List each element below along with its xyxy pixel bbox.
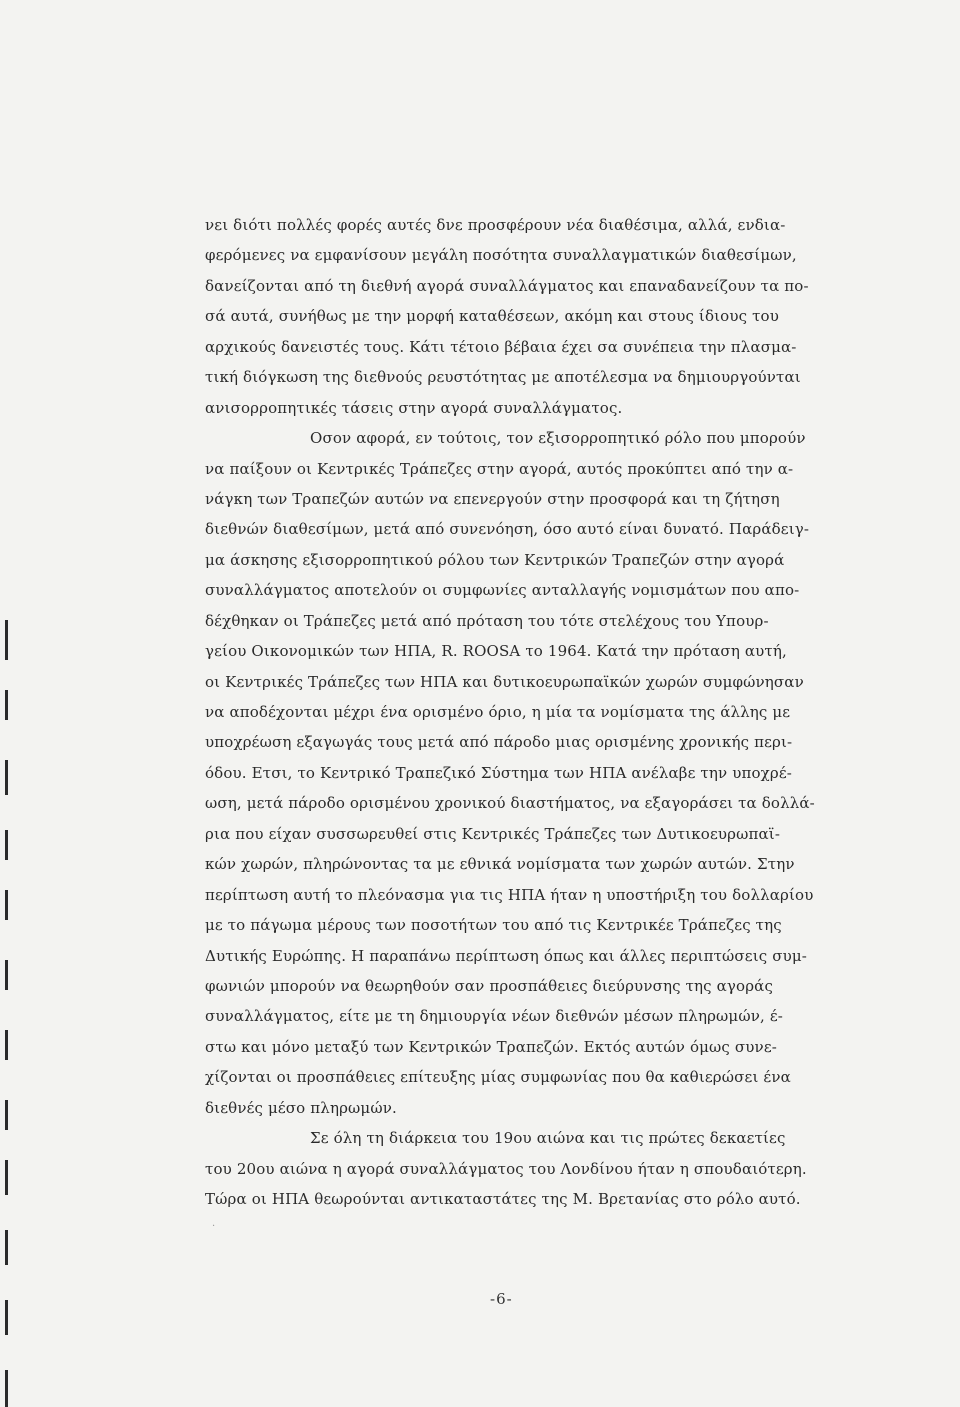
binding-mark <box>5 1100 8 1130</box>
text-line: να παίξουν οι Κεντρικές Τράπεζες στην αγορά, αυτός προκύπτει από την α- <box>205 459 794 478</box>
text-line: οι Κεντρικές Τράπεζες των ΗΠΑ και δυτικοευρωπαϊκών χωρών συμφώνησαν <box>205 672 804 691</box>
text-line: στω και μόνο μεταξύ των Κεντρικών Τραπεζών. Εκτός αυτών όμως συνε- <box>205 1037 777 1056</box>
binding-mark <box>5 890 8 920</box>
text-line: διεθνές μέσο πληρωμών. <box>205 1098 397 1117</box>
text-line: περίπτωση αυτή το πλεόνασμα για τις ΗΠΑ ήταν η υποστήριξη του δολλαρίου <box>205 885 814 904</box>
text-line: συναλλάγματος αποτελούν οι συμφωνίες ανταλλαγής νομισμάτων που απο- <box>205 581 800 600</box>
text-line: φερόμενες να εμφανίσουν μεγάλη ποσότητα συναλλαγματικών διαθεσίμων, <box>205 246 797 265</box>
text-line: δανείζονται από τη διεθνή αγορά συναλλάγματος και επαναδανείζουν τα πο- <box>205 276 809 295</box>
text-line: Οσον αφορά, εν τούτοις, τον εξισορροπητικό ρόλο που μπορούν <box>310 429 806 448</box>
text-line: υποχρέωση εξαγωγάς τους μετά από πάροδο μιας ορισμένης χρονικής περι- <box>205 733 793 752</box>
text-line: τική διόγκωση της διεθνούς ρευστότητας με αποτέλεσμα να δημιουργούνται <box>205 368 801 387</box>
text-line: διεθνών διαθεσίμων, μετά από συνενόηση, όσο αυτό είναι δυνατό. Παράδειγ- <box>205 520 810 539</box>
body-text <box>205 210 865 1214</box>
binding-mark <box>5 1030 8 1060</box>
text-line: ανισορροπητικές τάσεις στην αγορά συναλλάγματος. <box>205 398 623 417</box>
binding-mark <box>5 1160 8 1195</box>
text-line: σά αυτά, συνήθως με την μορφή καταθέσεων, ακόμη και στους ίδιους του <box>205 307 779 326</box>
text-line: Σε όλη τη διάρκεια του 19ου αιώνα και τις πρώτες δεκαετίες <box>310 1129 786 1148</box>
text-line: χίζονται οι προσπάθειες επίτευξης μίας συμφωνίας που θα καθιερώσει ένα <box>205 1068 791 1087</box>
text-line: νει διότι πολλές φορές αυτές δνε προσφέρουν νέα διαθέσιμα, αλλά, ενδια- <box>205 216 786 234</box>
binding-mark <box>5 760 8 795</box>
text-line: ρια που είχαν συσσωρευθεί στις Κεντρικές Τράπεζες των Δυτικοευρωπαϊ- <box>205 824 781 843</box>
text-line: αρχικούς δανειστές τους. Κάτι τέτοιο βέβαια έχει σα συνέπεια την πλασμα- <box>205 337 797 356</box>
text-line: δέχθηκαν οι Τράπεζες μετά από πρόταση του τότε στελέχους του Υπουρ- <box>205 611 769 630</box>
binding-mark <box>5 690 8 720</box>
text-line: Δυτικής Ευρώπης. Η παραπάνω περίπτωση όπως και άλλες περιπτώσεις συμ- <box>205 946 807 965</box>
text-line: με το πάγωμα μέρους των ποσοτήτων του από τις Κεντρικέε Τράπεζες της <box>205 916 782 935</box>
binding-mark <box>5 1300 8 1335</box>
text-line: του 20ου αιώνα η αγορά συναλλάγματος του Λονδίνου ήταν η σπουδαιότερη. <box>205 1159 807 1178</box>
binding-mark <box>5 830 8 860</box>
text-line: νάγκη των Τραπεζών αυτών να επενεργούν στην προσφορά και τη ζήτηση <box>205 489 780 508</box>
text-line: συναλλάγματος, είτε με τη δημιουργία νέων διεθνών μέσων πληρωμών, έ- <box>205 1007 783 1026</box>
text-line: Τώρα οι ΗΠΑ θεωρούνται αντικαταστάτες της Μ. Βρετανίας στο ρόλο αυτό. <box>205 1190 801 1208</box>
page-number: -6- <box>490 1290 513 1308</box>
binding-mark <box>5 1370 8 1407</box>
text-line: κών χωρών, πληρώνοντας τα με εθνικά νομίσματα των χωρών αυτών. Στην <box>205 855 795 874</box>
stray-mark: · <box>212 1221 216 1232</box>
text-line: ωση, μετά πάροδο ορισμένου χρονικού διαστήματος, να εξαγοράσει τα δολλά- <box>205 794 815 813</box>
binding-mark <box>5 620 8 660</box>
text-line: όδου. Ετσι, το Κεντρικό Τραπεζικό Σύστημα των ΗΠΑ ανέλαβε την υποχρέ- <box>205 763 792 782</box>
text-line: μα άσκησης εξισορροπητικού ρόλου των Κεντρικών Τραπεζών στην αγορά <box>205 550 785 569</box>
binding-mark <box>5 960 8 990</box>
binding-mark <box>5 1230 8 1265</box>
text-line: να αποδέχονται μέχρι ένα ορισμένο όριο, η μία τα νομίσματα της άλλης με <box>205 703 791 721</box>
text-line: φωνιών μπορούν να θεωρηθούν σαν προσπάθειες διεύρυνσης της αγοράς <box>205 976 774 995</box>
text-line: γείου Οικονομικών των ΗΠΑ, R. ROOSA το 1964. Κατά την πρόταση αυτή, <box>205 642 787 661</box>
